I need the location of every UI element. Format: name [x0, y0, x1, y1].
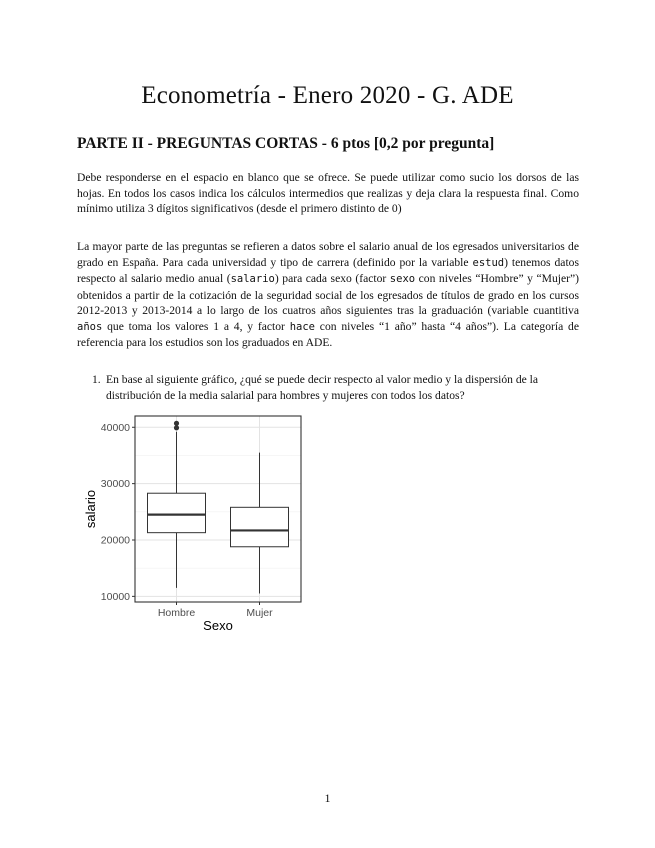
- y-axis-label: salario: [83, 489, 98, 529]
- question-number: 1.: [92, 373, 101, 386]
- y-tick-label: 10000: [100, 590, 130, 603]
- variable-hace: hace: [289, 320, 315, 333]
- page-title: Econometría - Enero 2020 - G. ADE: [141, 82, 514, 109]
- x-tick-label: Mujer: [246, 607, 273, 619]
- context-text-1: La mayor parte de las preguntas se refieren a datos sobre el salario anual de los egresados universitarios de grado en España. Para cada universidad y tipo de carrera (definido por la variable: [77, 240, 579, 269]
- y-tick-label: 30000: [100, 478, 130, 491]
- context-paragraph: [77, 239, 579, 351]
- context-text-6: con niveles “1 año” hasta “4 años”). La categoría de referencia para los estudios son los graduados en ADE.: [77, 319, 579, 349]
- box-mujer: [231, 453, 289, 594]
- boxplot-chart: [70, 408, 310, 640]
- boxplot-svg: [70, 408, 310, 640]
- y-tick-label: 20000: [100, 534, 130, 547]
- x-axis: [158, 602, 273, 619]
- context-text-4: con niveles “Hombre” y “Mujer”) obtenidos a partir de la cotización de la seguridad social de los egresados de títulos de grado en los cursos 2012-2013 y 2013-2014 a lo largo de los cuatros años siguientes tras la graduación (variable cuantitiva: [77, 272, 579, 317]
- page-number: 1: [324, 791, 331, 805]
- context-text-2: ) tenemos datos respecto al salario medio anual (: [77, 255, 579, 285]
- variable-salario: salario: [230, 273, 275, 285]
- box-iqr: [148, 493, 206, 532]
- variable-sexo: sexo: [389, 273, 416, 285]
- x-tick-label: Hombre: [157, 607, 196, 619]
- context-text-3: ) para cada sexo (factor: [274, 272, 390, 285]
- x-axis-label: Sexo: [203, 618, 233, 633]
- variable-anos: años: [77, 320, 103, 333]
- y-tick-label: 40000: [100, 421, 130, 434]
- instructions-paragraph: Debe responderse en el espacio en blanco que se ofrece. Se puede utilizar como sucio los dorsos de las hojas. En todos los casos indica los cálculos intermedios que realizas y deja clara la respuesta final. Como mínimo utiliza 3 dígitos significativos (desde el primero distinto de 0): [77, 171, 579, 215]
- box-iqr: [231, 507, 289, 546]
- outlier-point: [174, 421, 179, 426]
- outlier-point: [174, 425, 179, 430]
- question-text: En base al siguiente gráfico, ¿qué se puede decir respecto al valor medio y la dispersión de la distribución de la media salarial para hombres y mujeres con todos los datos?: [106, 373, 539, 402]
- section-title: PARTE II - PREGUNTAS CORTAS - 6 ptos [0,2 por pregunta]: [77, 135, 495, 152]
- y-axis: [101, 422, 135, 603]
- boxes-group: [148, 421, 289, 594]
- variable-estud: estud: [472, 256, 505, 269]
- context-text-5: que toma los valores 1 a 4, y factor: [102, 319, 290, 333]
- box-hombre: [148, 421, 206, 588]
